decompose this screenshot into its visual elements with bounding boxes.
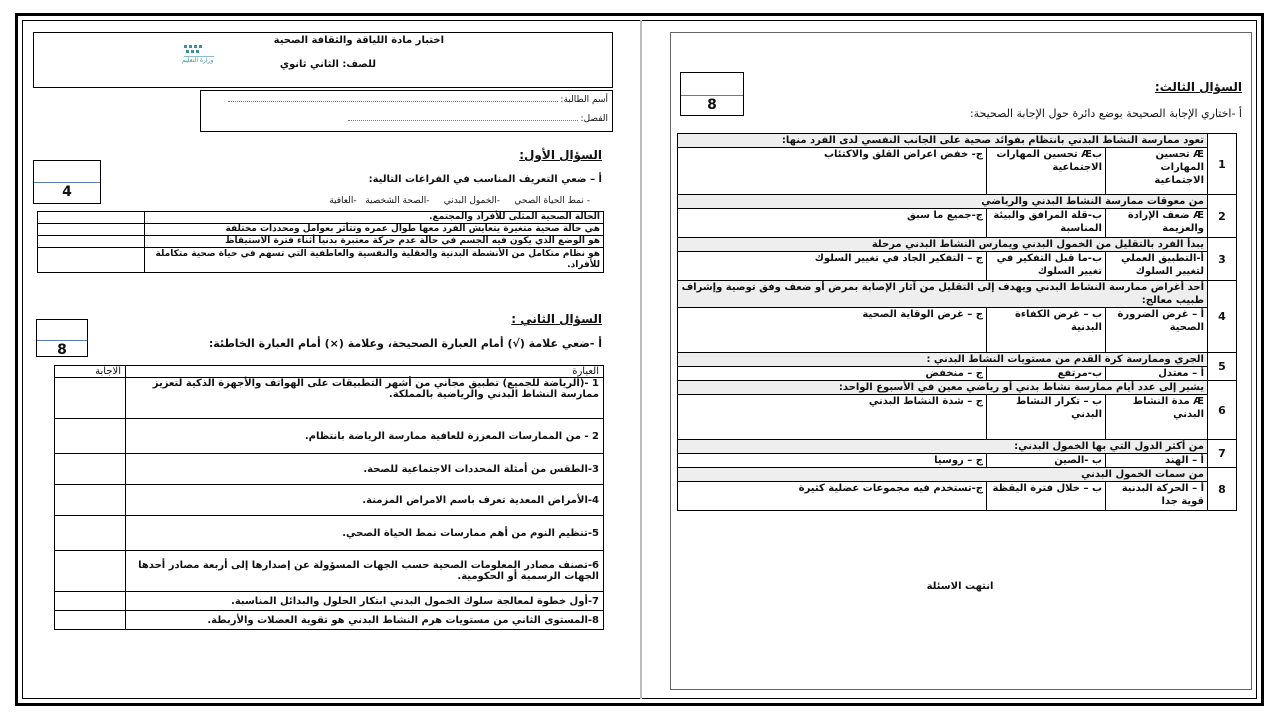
q2-score-box <box>36 319 88 357</box>
table-row <box>55 592 604 611</box>
q3-instruction: أ -اختاري الإجابة الصحيحة بوضع دائرة حول الإجابة الصحيحة: <box>969 107 1242 120</box>
word-bank-item: -الصحة الشخصية <box>365 196 430 206</box>
score-divider <box>681 95 743 96</box>
option-b[interactable]: ب – تكرار النشاط البدني <box>987 395 1106 440</box>
question-text: من معوقات ممارسة النشاط البدني والرياضي <box>678 195 1208 209</box>
student-name-input[interactable] <box>228 101 558 102</box>
column-header-statement: العبارة <box>126 366 604 378</box>
statement-cell: 7-أول خطوة لمعالجة سلوك الخمول البدني ابتكار الحلول والبدائل المناسبة. <box>126 592 604 611</box>
question-text: يبدأ الفرد بالتقليل من الخمول البدني ويمارس النشاط البدني مرحلة <box>678 238 1208 252</box>
question-row <box>678 440 1237 454</box>
ministry-logo <box>182 43 218 65</box>
question-text: الجري وممارسة كرة القدم من مستويات النشاط البدني : <box>678 353 1208 367</box>
statement-cell: 3-الطقس من أمثلة المحددات الاجتماعية للصحة. <box>126 454 604 485</box>
exam-title: اختبار مادة اللياقة والثقافة الصحية <box>273 35 444 46</box>
definition-cell: هو الوضع الذي يكون فيه الجسم في حالة عدم حركة معتبرة بدنيا أثناء فترة الاستيقاظ <box>145 236 604 248</box>
question-text: يشير إلى عدد أيام ممارسة نشاط بدني أو رياضي معين في الأسبوع الواحد: <box>678 381 1208 395</box>
question-number: 7 <box>1208 440 1237 468</box>
option-c[interactable]: ج – منخفض <box>678 367 987 381</box>
option-b[interactable]: ب-ما قبل التفكير في تغيير السلوك <box>987 252 1106 281</box>
options-row <box>678 148 1237 195</box>
options-row <box>678 395 1237 440</box>
q2-instruction: أ -ضعي علامة (√) أمام العبارة الصحيحة، وعلامة (×) أمام العبارة الخاطئة: <box>208 337 602 350</box>
question-row <box>678 353 1237 367</box>
options-row <box>678 367 1237 381</box>
grade-line: للصف: الثاني ثانوي <box>279 59 376 70</box>
options-row <box>678 252 1237 281</box>
answer-cell[interactable] <box>55 378 126 419</box>
options-row <box>678 482 1237 511</box>
score-divider <box>37 340 87 341</box>
options-row <box>678 454 1237 468</box>
q3-heading: السؤال الثالث: <box>1154 80 1242 94</box>
table-row <box>55 551 604 592</box>
page-divider <box>640 20 642 699</box>
definitions-table <box>37 211 604 273</box>
table-row <box>55 611 604 630</box>
q2-score: 8 <box>57 342 67 358</box>
question-number: 3 <box>1208 238 1237 281</box>
logo-text: وزارة التعليم <box>182 57 214 64</box>
question-row <box>678 468 1237 482</box>
definition-cell: الحالة الصحية المثلى للأفراد والمجتمع. <box>145 212 604 224</box>
definition-cell: هي حالة صحية متغيرة يتعايش الفرد معها طوال عمره وتتأثر بعوامل ومحددات مختلفة <box>145 224 604 236</box>
answer-cell[interactable] <box>55 419 126 454</box>
option-a[interactable]: Æ تحسين المهارات الاجتماعية <box>1106 148 1208 195</box>
score-divider <box>34 182 100 183</box>
question-number: 5 <box>1208 353 1237 381</box>
answer-cell[interactable] <box>55 611 126 630</box>
q1-score-box <box>33 160 101 204</box>
answer-cell[interactable] <box>55 592 126 611</box>
statement-cell: 5-تنظيم النوم من أهم ممارسات نمط الحياة الصحي. <box>126 516 604 551</box>
question-text: أحد أغراض ممارسة النشاط البدني ويهدف إلى التقليل من آثار الإصابة بمرض أو ضعف وفق توصية وإشراف طبيب معالج: <box>678 281 1208 308</box>
question-number: 4 <box>1208 281 1237 353</box>
q3-score: 8 <box>707 97 717 113</box>
left-header-box <box>33 32 613 88</box>
table-row <box>38 248 604 273</box>
question-number: 8 <box>1208 468 1237 511</box>
question-row <box>678 195 1237 209</box>
statement-cell: 6-تصنف مصادر المعلومات الصحية حسب الجهات المسؤولة عن إصدارها إلى أربعة مصادر أحدها الجهات الرسمية أو الحكومية. <box>126 551 604 592</box>
end-of-questions: انتهت الاسئلة <box>926 581 994 592</box>
table-row <box>55 454 604 485</box>
table-header-row <box>55 366 604 378</box>
q3-score-box <box>680 72 744 116</box>
multiple-choice-table <box>677 133 1237 511</box>
answer-blank[interactable] <box>38 236 145 248</box>
student-info-box <box>200 90 613 132</box>
student-name-label: أسم الطالبة: <box>560 95 608 105</box>
statement-cell: 4-الأمراض المعدية تعرف باسم الامراض المزمنة. <box>126 485 604 516</box>
question-number: 1 <box>1208 134 1237 195</box>
q1-instruction: أ – ضعي التعريف المناسب في الفراغات التالية: <box>368 174 602 185</box>
table-row <box>55 485 604 516</box>
class-label: الفصل: <box>580 114 608 124</box>
option-a[interactable]: أ – الحركة البدنية قوية جدا <box>1106 482 1208 511</box>
option-c[interactable]: ج – روسيا <box>678 454 987 468</box>
option-a[interactable]: أ – معتدل <box>1106 367 1208 381</box>
option-b[interactable]: ب-قلة المرافق والبيئة المناسبة <box>987 209 1106 238</box>
word-bank-item: - نمط الحياة الصحي <box>514 196 590 206</box>
table-row <box>55 419 604 454</box>
statement-cell: 2 - من الممارسات المعززة للعافية ممارسة الرياضة بانتظام. <box>126 419 604 454</box>
word-bank-item: -العافية <box>329 196 357 206</box>
question-row <box>678 134 1237 148</box>
definition-cell: هو نظام متكامل من الأنشطة البدنية والعقلية والنفسية والعاطفية التي تسهم في حياة صحية متكاملة للأفراد. <box>145 248 604 273</box>
option-c[interactable]: ج-جميع ما سبق <box>678 209 987 238</box>
answer-cell[interactable] <box>55 485 126 516</box>
table-row <box>38 224 604 236</box>
student-name-row <box>208 95 608 105</box>
option-c[interactable]: ج – غرض الوقاية الصحية <box>678 308 987 353</box>
answer-blank[interactable] <box>38 224 145 236</box>
options-row <box>678 209 1237 238</box>
question-number: 2 <box>1208 195 1237 238</box>
table-row <box>38 212 604 224</box>
q1-score: 4 <box>62 184 72 200</box>
option-b[interactable]: ب-مرتفع <box>987 367 1106 381</box>
answer-cell[interactable] <box>55 551 126 592</box>
option-a[interactable]: أ – غرض الضرورة الصحية <box>1106 308 1208 353</box>
answer-blank[interactable] <box>38 212 145 224</box>
table-row <box>55 378 604 419</box>
option-a[interactable]: Æ مدة النشاط البدني <box>1106 395 1208 440</box>
question-row <box>678 238 1237 252</box>
option-c[interactable]: ج-تستخدم فيه مجموعات عضلية كثيرة <box>678 482 987 511</box>
question-text: من أكثر الدول التي بها الخمول البدني: <box>678 440 1208 454</box>
statement-cell: 8-المستوى الثاني من مستويات هرم النشاط البدني هو تقوية العضلات والأربطة. <box>126 611 604 630</box>
question-number: 6 <box>1208 381 1237 440</box>
option-b[interactable]: بÆ تحسين المهارات الاجتماعية <box>987 148 1106 195</box>
option-c[interactable]: ج- خفض اعراض القلق والاكتئاب <box>678 148 987 195</box>
class-row <box>208 114 608 124</box>
question-row <box>678 381 1237 395</box>
option-c[interactable]: ج – التفكير الجاد في تغيير السلوك <box>678 252 987 281</box>
option-a[interactable]: أ-التطبيق العملي لتغيير السلوك <box>1106 252 1208 281</box>
question-text: من سمات الخمول البدني <box>678 468 1208 482</box>
answer-cell[interactable] <box>55 516 126 551</box>
option-b[interactable]: ب – غرض الكفاءة البدنية <box>987 308 1106 353</box>
answer-blank[interactable] <box>38 248 145 273</box>
word-bank-item: -الخمول البدني <box>443 196 501 206</box>
table-row <box>55 516 604 551</box>
table-row <box>38 236 604 248</box>
q1-heading: السؤال الأول: <box>519 148 602 162</box>
option-b[interactable]: ب -الصين <box>987 454 1106 468</box>
column-header-answer: الاجابة <box>55 366 126 378</box>
q1-word-bank <box>190 196 590 206</box>
question-row <box>678 281 1237 308</box>
class-input[interactable] <box>348 120 578 121</box>
answer-cell[interactable] <box>55 454 126 485</box>
option-c[interactable]: ج – شدة النشاط البدني <box>678 395 987 440</box>
options-row <box>678 308 1237 353</box>
true-false-table <box>54 365 604 630</box>
option-a[interactable]: Æ ضعف الإرادة والعزيمة <box>1106 209 1208 238</box>
option-b[interactable]: ب – خلال فترة اليقظة <box>987 482 1106 511</box>
option-a[interactable]: أ – الهند <box>1106 454 1208 468</box>
question-text: تعود ممارسة النشاط البدني بانتظام بفوائد صحية على الجانب النفسي لدى الفرد منها: <box>678 134 1208 148</box>
statement-cell: 1 -(الرياضة للجميع) تطبيق مجاني من أشهر التطبيقات على الهواتف والأجهزة الذكية لتعزيز ممارسة النشاط البدني والرياضية بالمملكة. <box>126 378 604 419</box>
q2-heading: السؤال الثاني : <box>511 312 602 326</box>
